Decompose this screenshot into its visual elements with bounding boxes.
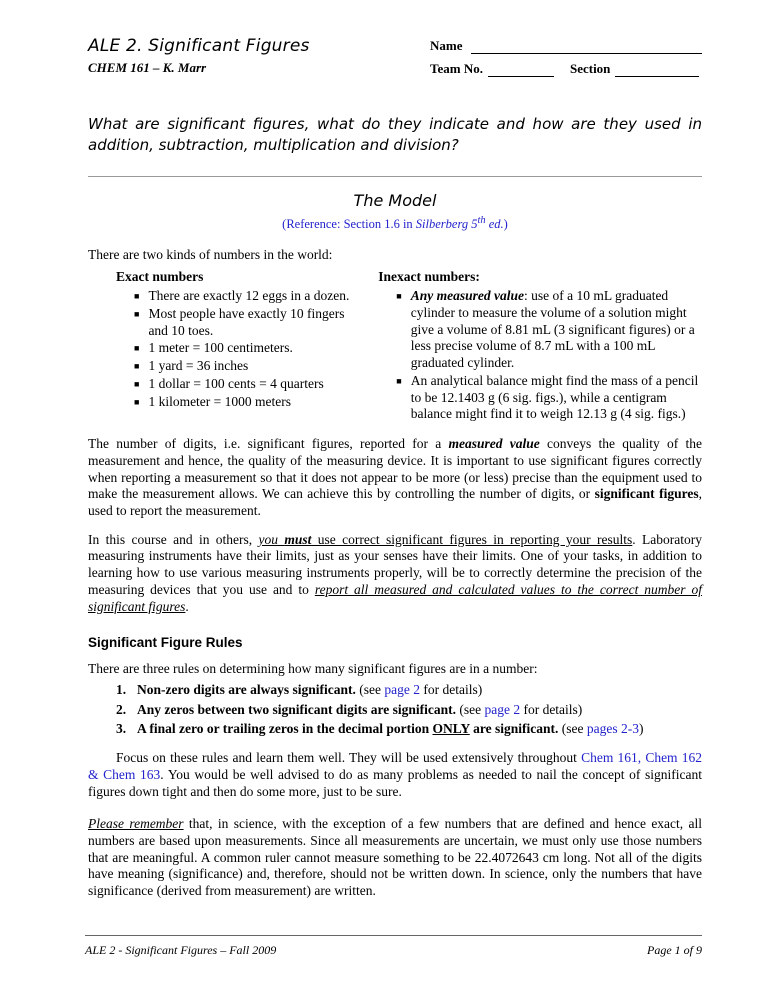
list-item-text: Most people have exactly 10 fingers and 10 toes. [148,305,345,338]
exact-numbers-heading: Exact numbers [116,269,204,285]
text-segment: , used to report the measurement. [88,486,702,518]
see-suffix: ) [638,721,644,737]
name-label: Name [430,38,463,53]
list-item [396,288,702,372]
page-link[interactable]: page 2 [484,701,521,717]
document-title: ALE 2. Significant Figures [88,36,310,56]
list-item-text: 1 meter = 100 centimeters. [148,340,293,356]
rule-number: 2. [116,701,127,717]
paragraph-quality-of-measurement [88,436,702,520]
text-segment: report all measured and calculated values to the correct number of significant figures [88,581,702,614]
text-segment: you [258,531,285,547]
rules-section-heading: Significant Figure Rules [88,635,243,651]
square-bullet-icon: ■ [134,378,140,389]
list-item [134,306,364,339]
divider-line [88,176,702,177]
rule-emphasis: ONLY [432,721,470,737]
list-item-text: 1 yard = 36 inches [148,358,249,374]
section-label: Section [569,61,611,77]
measured-value-emphasis: Any measured value [410,288,524,304]
paragraph-please-remember [88,816,702,900]
number-types-columns [88,269,702,424]
see-prefix: (see [355,681,385,697]
rule-statement: Non-zero digits are always significant. [137,681,356,697]
intro-sentence: There are two kinds of numbers in the world: [88,246,333,262]
rule-text [137,702,582,719]
header-fields [430,36,702,84]
rule-number: 3. [116,721,127,737]
rule-text [137,721,643,738]
list-item [134,376,364,393]
list-item [134,394,364,411]
reference-edition: ed. [485,217,504,232]
text-segment: significant figures [594,486,699,502]
footer-document-id: ALE 2 - Significant Figures – Fall 2009 [85,943,277,958]
see-suffix: for details) [520,701,583,717]
square-bullet-icon: ■ [396,375,402,386]
text-segment: measured value [448,436,540,452]
square-bullet-icon: ■ [134,291,140,302]
text-segment: . You would be well advised to do as many problems as needed to nail the concept of significant figures down tight and then do some more, just to be sure. [88,766,702,799]
document-footer [85,935,702,958]
reference-close: ) [503,217,508,232]
list-item-text: 1 kilometer = 1000 meters [148,393,292,409]
header-left [88,36,310,76]
text-segment: The number of digits, i.e. significant figures, reported for a [88,436,449,452]
chem-courses-link[interactable]: Chem 161, Chem 162 & Chem 163 [88,750,702,782]
page-link[interactable]: pages 2-3 [586,721,639,737]
text-segment: . Laboratory measuring instruments have their limits, just as your senses have their limits. One of your tasks, in addition to learning how to use various measuring instruments properly, will be to correctly determine the precision of the measuring devices that you use and to [88,531,702,597]
rules-list [116,682,702,738]
rule-item-3 [116,721,702,738]
square-bullet-icon: ■ [134,361,140,372]
rule-statement: Any zeros between two significant digits are significant. [137,701,456,717]
list-item-text [411,288,702,372]
list-item-text: 1 dollar = 100 cents = 4 quarters [148,375,324,391]
team-blank [488,62,554,77]
text-segment: Focus on these rules and learn them well. They will be used extensively throughout [116,750,582,766]
text-segment: In this course and in others, [88,531,259,547]
paragraph-course-requirement [88,532,702,616]
rule-item-1 [116,682,702,699]
rules-intro: There are three rules on determining how many significant figures are in a number: [88,661,538,677]
rule-number: 1. [116,681,127,697]
reference-book: Silberberg 5 [415,217,478,232]
reference-superscript: th [477,215,486,227]
opening-question: What are significant figures, what do they indicate and how are they used in addition, subtraction, multiplication and division? [88,115,702,155]
list-item [396,373,702,423]
see-prefix: (see [558,721,587,737]
text-segment: must [284,531,312,547]
document-header [88,36,702,84]
text-segment: use correct significant figures in reporting your results [311,531,633,547]
list-item-rest: : use of a 10 mL graduated cylinder to measure the volume of a solution might give a volume of 8.81 mL (3 significant figures) or a less precise volume of 8.7 mL with a 100 mL graduated cylinder. [410,288,695,371]
square-bullet-icon: ■ [134,308,140,319]
square-bullet-icon: ■ [134,343,140,354]
model-reference [88,215,702,233]
team-label: Team No. [430,61,483,77]
square-bullet-icon: ■ [134,396,140,407]
list-item [134,340,364,357]
name-field-row [430,38,702,54]
list-item-text: An analytical balance might find the mass of a pencil to be 12.1403 g (6 sig. figs.), while a centigram balance might find it to weigh 12.13 g (4 sig. figs.) [410,372,699,422]
paragraph-focus [88,750,702,800]
inexact-numbers-heading: Inexact numbers: [378,269,480,285]
list-item-text: There are exactly 12 eggs in a dozen. [148,288,350,304]
list-item [134,358,364,375]
team-section-row [430,61,702,77]
rule-item-2 [116,702,702,719]
see-suffix: for details) [419,681,483,697]
see-prefix: (see [455,701,485,717]
square-bullet-icon: ■ [396,291,402,302]
page-link[interactable]: page 2 [384,681,420,697]
list-item [134,288,364,305]
inexact-numbers-column [364,269,702,424]
model-title: The Model [353,191,437,211]
text-segment: conveys the quality of the measurement and hence, the quality of the measuring device. It is important to use significant figures correctly when reporting a measurement so that it does not appear to be more (or less) precise than the equipment used to make the measurement allows. We can achieve this by controlling the number of digits, or [88,436,703,502]
footer-page-number: Page 1 of 9 [647,943,702,958]
reference-prefix: (Reference: Section 1.6 in [282,217,416,232]
course-label: CHEM 161 – K. Marr [88,60,207,76]
rule-statement: A final zero or trailing zeros in the decimal portion [137,721,433,737]
name-blank [471,39,703,54]
section-blank [615,62,699,77]
text-segment: that, in science, with the exception of a few numbers that are defined and hence exact, all numbers are based upon measurements. Since all measurements are uncertain, we must only use those numbers that are meaningful. A common ruler cannot measure something to be 22.4072643 cm long. Not all of the digits have meaning (significance) and, therefore, should not be written down. In science, only the numbers that have significance (derived from measurement) are written. [88,816,703,899]
exact-numbers-column [88,269,364,424]
please-remember-emphasis: Please remember [88,816,184,832]
rule-text [137,682,482,699]
rule-statement-end: are significant. [469,721,559,737]
text-segment: . [185,598,189,614]
